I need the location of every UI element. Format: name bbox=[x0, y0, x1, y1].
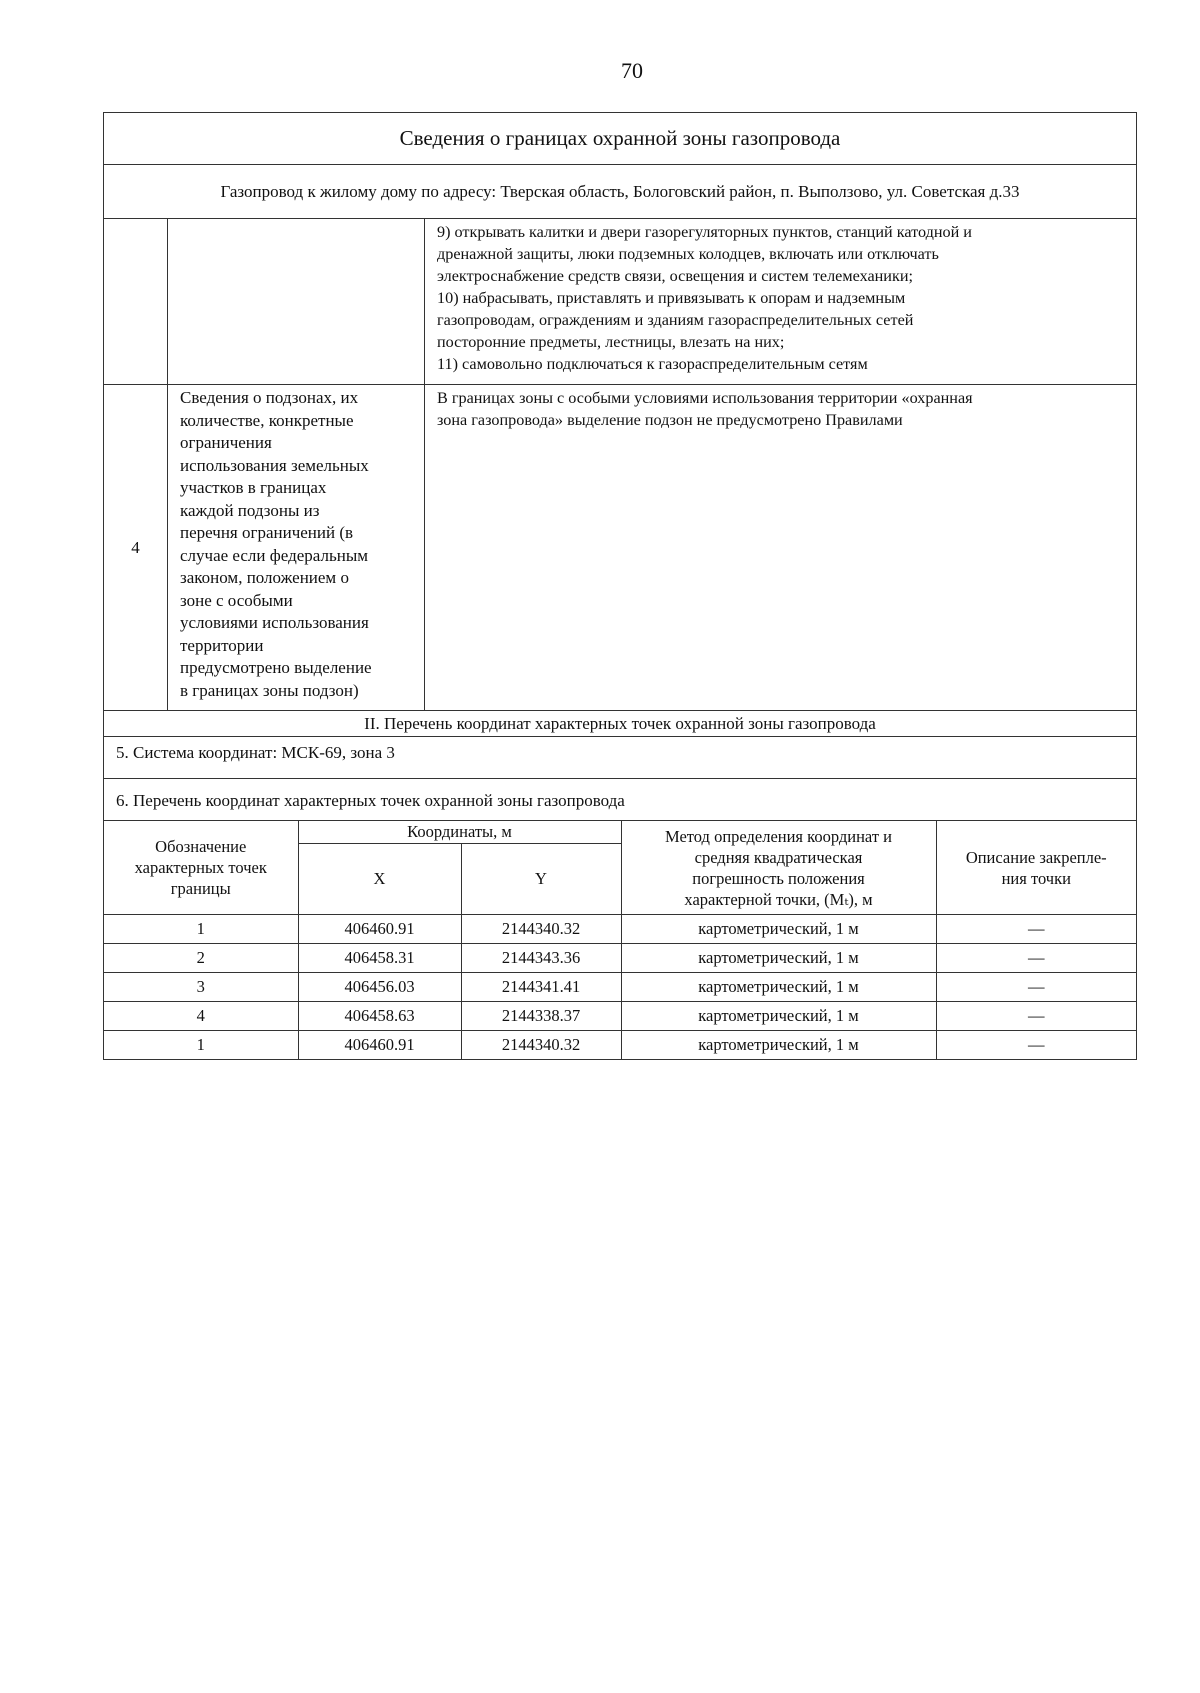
cell-y: 2144340.32 bbox=[461, 915, 621, 944]
restriction-line: дренажной защиты, люки подземных колодцев, включать или отключать bbox=[437, 245, 939, 263]
cell-description: — bbox=[936, 944, 1136, 973]
table-row bbox=[104, 1031, 1136, 1060]
zone-info-document bbox=[103, 112, 1137, 1060]
label-line: территории bbox=[180, 635, 264, 655]
coordinate-list-title: 6. Перечень координат характерных точек охранной зоны газопровода bbox=[104, 779, 1136, 821]
restriction-line: 10) набрасывать, приставлять и привязывать к опорам и надземным bbox=[437, 289, 906, 307]
label-line: условиями использования bbox=[180, 613, 369, 632]
label-line: каждой подзоны из bbox=[180, 500, 320, 520]
cell-x: 406456.03 bbox=[298, 973, 461, 1002]
cell-description: — bbox=[936, 973, 1136, 1002]
table-row bbox=[104, 915, 1136, 944]
row-label-cell bbox=[168, 219, 425, 384]
cell-description: — bbox=[936, 1002, 1136, 1031]
table-row bbox=[104, 944, 1136, 973]
row-number-4: 4 bbox=[104, 385, 168, 710]
cell-x: 406460.91 bbox=[298, 915, 461, 944]
cell-description: — bbox=[936, 1031, 1136, 1060]
label-line: Сведения о подзонах, их bbox=[180, 388, 359, 407]
label-line: предусмотрено выделение bbox=[180, 658, 372, 677]
cell-method: картометрический, 1 м bbox=[621, 1031, 936, 1060]
restriction-line: 9) открывать калитки и двери газорегуляторных пунктов, станций катодной и bbox=[437, 223, 972, 241]
cell-point: 4 bbox=[104, 1002, 298, 1031]
header-coordinates: Координаты, м bbox=[298, 821, 621, 844]
table-row bbox=[104, 973, 1136, 1002]
restriction-line: газопроводам, ограждениям и зданиям газораспределительных сетей bbox=[437, 311, 914, 329]
coordinates-table bbox=[104, 821, 1136, 1059]
header-method: Метод определения координат и средняя квадратическая погрешность положения характерной точки, (Мₜ), м bbox=[621, 821, 936, 915]
label-line: перечня ограничений (в bbox=[180, 523, 354, 542]
cell-x: 406460.91 bbox=[298, 1031, 461, 1060]
header-point: Обозначение характерных точек границы bbox=[104, 821, 298, 915]
cell-y: 2144343.36 bbox=[461, 944, 621, 973]
table-row bbox=[104, 1002, 1136, 1031]
cell-x: 406458.63 bbox=[298, 1002, 461, 1031]
row-number-cell bbox=[104, 219, 168, 384]
label-line: участков в границах bbox=[180, 478, 327, 497]
cell-point: 1 bbox=[104, 915, 298, 944]
cell-y: 2144341.41 bbox=[461, 973, 621, 1002]
label-line: ограничения bbox=[180, 433, 272, 452]
restriction-line: электроснабжение средств связи, освещения и систем телемеханики; bbox=[437, 267, 913, 285]
label-line: зоне с особыми bbox=[180, 590, 293, 610]
cell-y: 2144340.32 bbox=[461, 1031, 621, 1060]
subzones-value bbox=[425, 385, 1136, 710]
header-x: X bbox=[298, 844, 461, 915]
subzones-label bbox=[168, 385, 425, 710]
value-line: зона газопровода» выделение подзон не предусмотрено Правилами bbox=[437, 411, 903, 429]
restriction-line: посторонние предметы, лестницы, влезать на них; bbox=[437, 333, 785, 351]
coordinate-system: 5. Система координат: МСК-69, зона 3 bbox=[104, 737, 1136, 779]
cell-x: 406458.31 bbox=[298, 944, 461, 973]
cell-y: 2144338.37 bbox=[461, 1002, 621, 1031]
cell-point: 2 bbox=[104, 944, 298, 973]
cell-point: 3 bbox=[104, 973, 298, 1002]
label-line: законом, положением о bbox=[180, 568, 349, 587]
cell-point: 1 bbox=[104, 1031, 298, 1060]
subzones-row bbox=[104, 385, 1136, 711]
value-line: В границах зоны с особыми условиями использования территории «охранная bbox=[437, 389, 973, 407]
cell-method: картометрический, 1 м bbox=[621, 973, 936, 1002]
gas-pipeline-address: Газопровод к жилому дому по адресу: Тверская область, Бологовский район, п. Выползово, ул. Советская д.33 bbox=[104, 165, 1136, 219]
header-y: Y bbox=[461, 844, 621, 915]
page-number: 70 bbox=[621, 58, 643, 83]
label-line: количестве, конкретные bbox=[180, 410, 354, 430]
cell-method: картометрический, 1 м bbox=[621, 915, 936, 944]
cell-method: картометрический, 1 м bbox=[621, 1002, 936, 1031]
restriction-line: 11) самовольно подключаться к газораспределительным сетям bbox=[437, 355, 868, 373]
restrictions-text bbox=[425, 219, 1136, 384]
label-line: использования земельных bbox=[180, 455, 369, 475]
restrictions-continuation-row bbox=[104, 219, 1136, 385]
cell-description: — bbox=[936, 915, 1136, 944]
coordinates-table-wrap bbox=[104, 821, 1136, 1059]
section-2-title: II. Перечень координат характерных точек охранной зоны газопровода bbox=[104, 711, 1136, 737]
label-line: случае если федеральным bbox=[180, 545, 369, 565]
label-line: в границах зоны подзон) bbox=[180, 680, 359, 700]
header-description: Описание закрепле- ния точки bbox=[936, 821, 1136, 915]
document-title: Сведения о границах охранной зоны газопровода bbox=[104, 113, 1136, 165]
cell-method: картометрический, 1 м bbox=[621, 944, 936, 973]
